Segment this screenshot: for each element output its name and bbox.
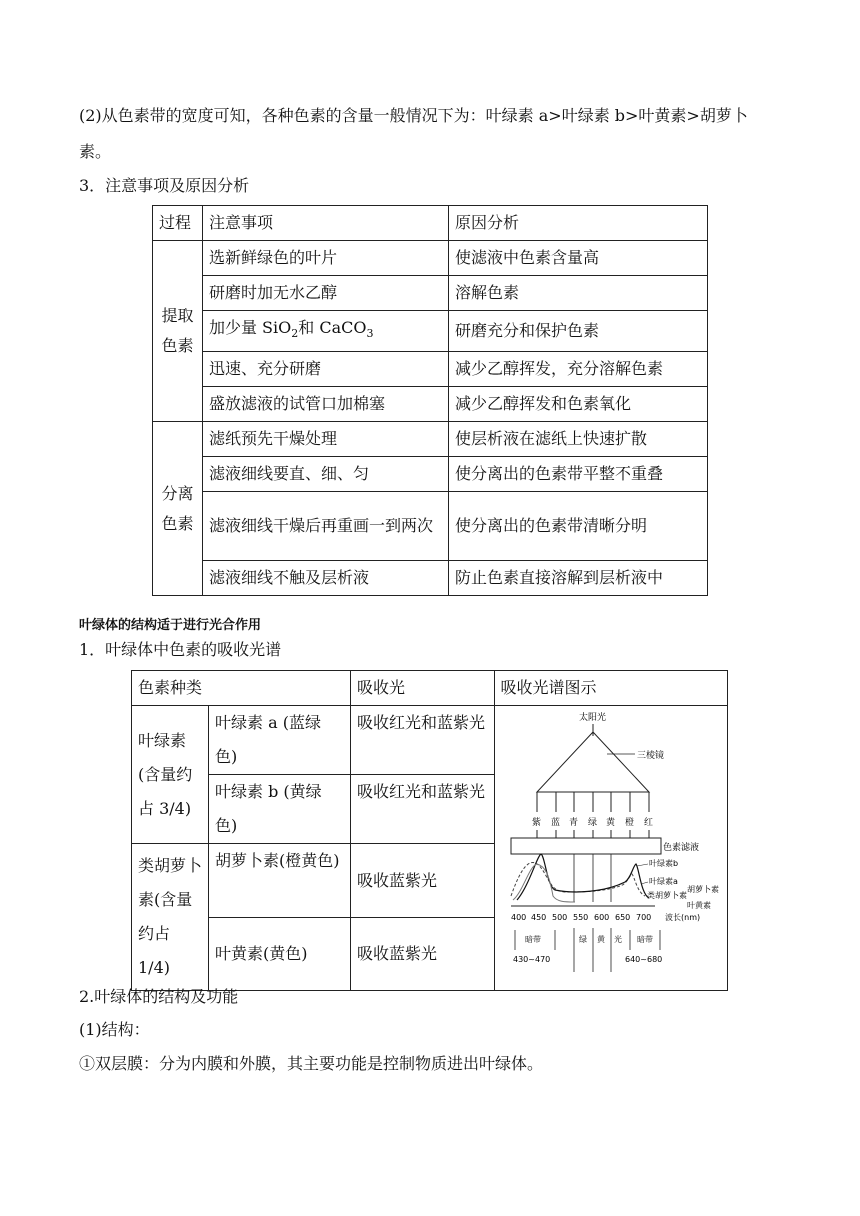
membrane-line: ①双层膜：分为内膜和外膜，其主要功能是控制物质进出叶绿体。: [79, 1054, 544, 1073]
tick-550: 550: [572, 913, 588, 922]
group-separate-text: 分离色素: [161, 483, 194, 533]
table-cell: 使层析液在滤纸上快速扩散: [448, 422, 707, 457]
header-notes: 注意事项: [202, 206, 448, 241]
tick-650: 650: [614, 913, 630, 922]
wrap-text: 吸收红光和蓝紫光: [357, 713, 486, 732]
dark-band-1: 暗带: [524, 935, 541, 944]
carotene-label: 胡萝卜素: [686, 885, 719, 894]
group-carotenoid-text: 类胡萝卜素(含量约占 1/4): [138, 856, 203, 977]
tick-450: 450: [530, 913, 546, 922]
header-absorb: 吸收光: [351, 671, 495, 706]
table-cell: [202, 492, 448, 561]
group-separate-label: [153, 422, 203, 596]
color-yellow: 黄: [605, 818, 615, 828]
wrap-text: 叶绿素 b (黄绿色): [215, 782, 322, 835]
precautions-table: [152, 205, 708, 596]
color-orange: 橙: [624, 818, 634, 828]
structure-title: (1)结构：: [79, 1020, 150, 1039]
table-cell: 使分离出的色素带平整不重叠: [448, 457, 707, 492]
table-cell: [209, 706, 351, 775]
table-cell: 研磨充分和保护色素: [448, 311, 707, 352]
table-cell-formula: [202, 311, 448, 352]
tick-500: 500: [551, 913, 567, 922]
wrap-text: 叶绿素 a (蓝绿色): [215, 713, 321, 766]
band-light: 光: [613, 935, 622, 944]
curve-chl-b: [511, 862, 645, 896]
filter-label: 色素滤液: [662, 843, 699, 853]
section3-title: 3．注意事项及原因分析: [79, 176, 250, 195]
color-red: 红: [643, 818, 653, 828]
section1-title: 1．叶绿体中色素的吸收光谱: [79, 640, 282, 659]
table-cell: 滤液细线要直、细、匀: [202, 457, 448, 492]
bold-heading: 叶绿体的结构适于进行光合作用: [79, 618, 262, 633]
chl-b-label: 叶绿素b: [648, 859, 678, 868]
table-cell: 减少乙醇挥发，充分溶解色素: [448, 352, 707, 387]
table-cell: 溶解色素: [448, 276, 707, 311]
color-cyan: 青: [568, 818, 578, 828]
table-cell: [209, 775, 351, 844]
table-cell: 叶黄素(黄色): [209, 918, 351, 991]
group-chlorophyll-label: [132, 706, 209, 844]
header-spectrum: 吸收光谱图示: [494, 671, 728, 706]
formula-sub2: 3: [366, 327, 374, 341]
table-cell: 吸收蓝紫光: [351, 844, 495, 918]
sunlight-label: 太阳光: [578, 713, 606, 723]
wrap-text: 滤液细线干燥后再重画一到两次: [208, 516, 433, 536]
tick-700: 700: [635, 913, 651, 922]
prism-label: 三棱镜: [636, 751, 664, 761]
filter-box: [511, 838, 661, 854]
curve-chl-a: [517, 854, 649, 900]
table-cell: 防止色素直接溶解到层析液中: [448, 561, 707, 596]
formula-prefix: 加少量 SiO: [208, 318, 292, 337]
table-cell: [209, 844, 351, 918]
group-extract-label: [153, 241, 203, 422]
formula-mid: 和 CaCO: [298, 318, 367, 337]
range-1: 430~470: [512, 955, 550, 964]
table-cell: 滤纸预先干燥处理: [202, 422, 448, 457]
color-blue: 蓝: [550, 818, 560, 828]
wrap-text: 胡萝卜素(橙黄色): [215, 851, 340, 870]
absorption-spectrum-figure: [495, 706, 727, 978]
group-chlorophyll-text: 叶绿素(含量约占 3/4): [138, 730, 193, 818]
carotenoid-group-label: 类胡萝卜素: [646, 891, 687, 900]
header-reasons: 原因分析: [448, 206, 707, 241]
table-cell: 吸收蓝紫光: [351, 918, 495, 991]
table-cell: 使滤液中色素含量高: [448, 241, 707, 276]
range-2: 640~680: [624, 955, 662, 964]
header-process: 过程: [153, 206, 203, 241]
spectrum-figure-cell: [494, 706, 728, 991]
section2-title: 2.叶绿体的结构及功能: [79, 987, 239, 1006]
table-cell: 盛放滤液的试管口加棉塞: [202, 387, 448, 422]
tick-600: 600: [593, 913, 609, 922]
table-cell: 滤液细线不触及层析液: [202, 561, 448, 596]
paragraph-pigment-content-cont: 素。: [79, 142, 112, 161]
paragraph-pigment-content: (2)从色素带的宽度可知，各种色素的含量一般情况下为：叶绿素 a>叶绿素 b>叶黄素>胡萝卜: [79, 106, 748, 125]
tick-400: 400: [510, 913, 526, 922]
dark-band-2: 暗带: [636, 935, 653, 944]
table-cell: 选新鲜绿色的叶片: [202, 241, 448, 276]
band-yellow: 黄: [596, 935, 605, 944]
table-cell: 研磨时加无水乙醇: [202, 276, 448, 311]
table-cell: 使分离出的色素带清晰分明: [448, 492, 707, 561]
table-cell: [351, 706, 495, 775]
chl-a-label: 叶绿素a: [648, 877, 678, 886]
group-carotenoid-label: [132, 844, 209, 991]
wrap-text: 吸收红光和蓝紫光: [357, 782, 486, 801]
xanthophyll-label: 叶黄素: [686, 901, 711, 910]
prism-shape: [537, 732, 649, 792]
color-green: 绿: [587, 818, 597, 828]
table-cell: 迅速、充分研磨: [202, 352, 448, 387]
band-green: 绿: [578, 935, 587, 944]
absorption-table: [131, 670, 728, 991]
header-pigment-type: 色素种类: [132, 671, 351, 706]
table-cell: [351, 775, 495, 844]
wavelength-label: 波长(nm): [664, 913, 700, 922]
group-extract-text: 提取色素: [161, 306, 194, 356]
formula-sub1: 2: [291, 327, 299, 341]
color-violet: 紫: [531, 818, 541, 828]
curve-carotenoid: [513, 864, 575, 902]
table-cell: 减少乙醇挥发和色素氧化: [448, 387, 707, 422]
